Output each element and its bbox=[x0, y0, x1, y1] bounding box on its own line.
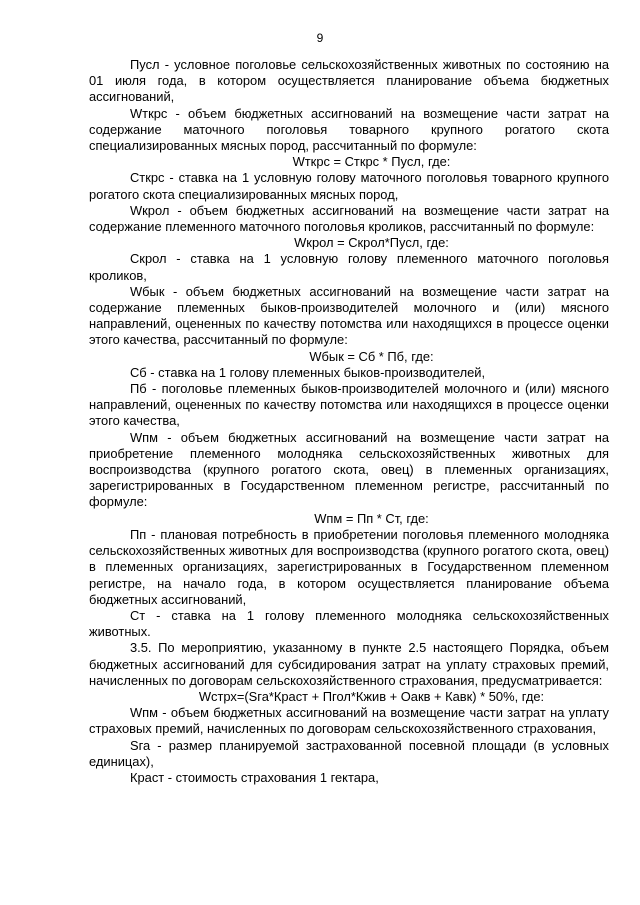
page-number: 9 bbox=[316, 31, 324, 45]
formula: Wкрол = Скрол*Пусл, где: bbox=[294, 235, 449, 251]
paragraph: Сткрс - ставка на 1 условную голову маточного поголовья товарного крупного рогатого скота специализированных мясных пород, bbox=[89, 170, 609, 202]
paragraph: 3.5. По мероприятию, указанному в пункте 2.5 настоящего Порядка, объем бюджетных ассигнований для субсидирования затрат на уплату страховых премий, начисленных по договорам сельскохозяйственного страхования, предусматривается: bbox=[89, 640, 609, 688]
paragraph: Скрол - ставка на 1 условную голову племенного маточного поголовья кроликов, bbox=[89, 251, 609, 283]
document-body bbox=[89, 57, 609, 786]
formula: Wткрс = Сткрс * Пусл, где: bbox=[292, 154, 451, 170]
paragraph: Сб - ставка на 1 голову племенных быков-производителей, bbox=[130, 364, 486, 380]
paragraph: Wпм - объем бюджетных ассигнований на возмещение части затрат на уплату страховых премий, начисленных по договорам сельскохозяйственного страхования, bbox=[89, 705, 609, 737]
paragraph: Пусл - условное поголовье сельскохозяйственных животных по состоянию на 01 июля года, в котором осуществляется планирование объема бюджетных ассигнований, bbox=[89, 57, 609, 105]
paragraph: Wкрол - объем бюджетных ассигнований на возмещение части затрат на содержание племенного маточного поголовья кроликов, рассчитанный по формуле: bbox=[89, 202, 609, 235]
paragraph: Пп - плановая потребность в приобретении поголовья племенного молодняка сельскохозяйственных животных для воспроизводства (крупного рогатого скота, овец) в племенных организациях, зарегистрированных в Государственном племенном регистре, на начало года, в котором осуществляется планирование объема бюджетных ассигнований, bbox=[89, 526, 609, 607]
paragraph: Wбык - объем бюджетных ассигнований на возмещение части затрат на содержание племенных быков-производителей молочного и (или) мясного направлений, оцененных по качеству потомства или находящихся в процессе оценки этого качества, рассчитанный по формуле: bbox=[89, 283, 609, 348]
paragraph: Пб - поголовье племенных быков-производителей молочного и (или) мясного направлений, оцененных по качеству потомства или находящихся в процессе оценки этого качества, bbox=[89, 381, 609, 429]
formula: Wбык = Сб * Пб, где: bbox=[309, 348, 434, 364]
paragraph: Wпм - объем бюджетных ассигнований на возмещение части затрат на приобретение племенного молодняка сельскохозяйственных животных для воспроизводства (крупного рогатого скота, овец) в племенных организациях, зарегистрированных в Государственном племенном регистре, рассчитанный по формуле: bbox=[89, 429, 609, 510]
paragraph: Краст - стоимость страхования 1 гектара, bbox=[130, 769, 379, 785]
formula: Wстрх=(Sга*Краст + Пгол*Кжив + Оакв + Кавк) * 50%, где: bbox=[198, 688, 545, 704]
paragraph: Ст - ставка на 1 голову племенного молодняка сельскохозяйственных животных. bbox=[89, 607, 609, 640]
formula: Wпм = Пп * Ст, где: bbox=[314, 510, 429, 526]
paragraph: Sга - размер планируемой застрахованной посевной площади (в условных единицах), bbox=[89, 737, 609, 769]
paragraph: Wткрс - объем бюджетных ассигнований на возмещение части затрат на содержание маточного поголовья товарного крупного рогатого скота специализированных мясных пород, рассчитанный по формуле: bbox=[89, 105, 609, 154]
